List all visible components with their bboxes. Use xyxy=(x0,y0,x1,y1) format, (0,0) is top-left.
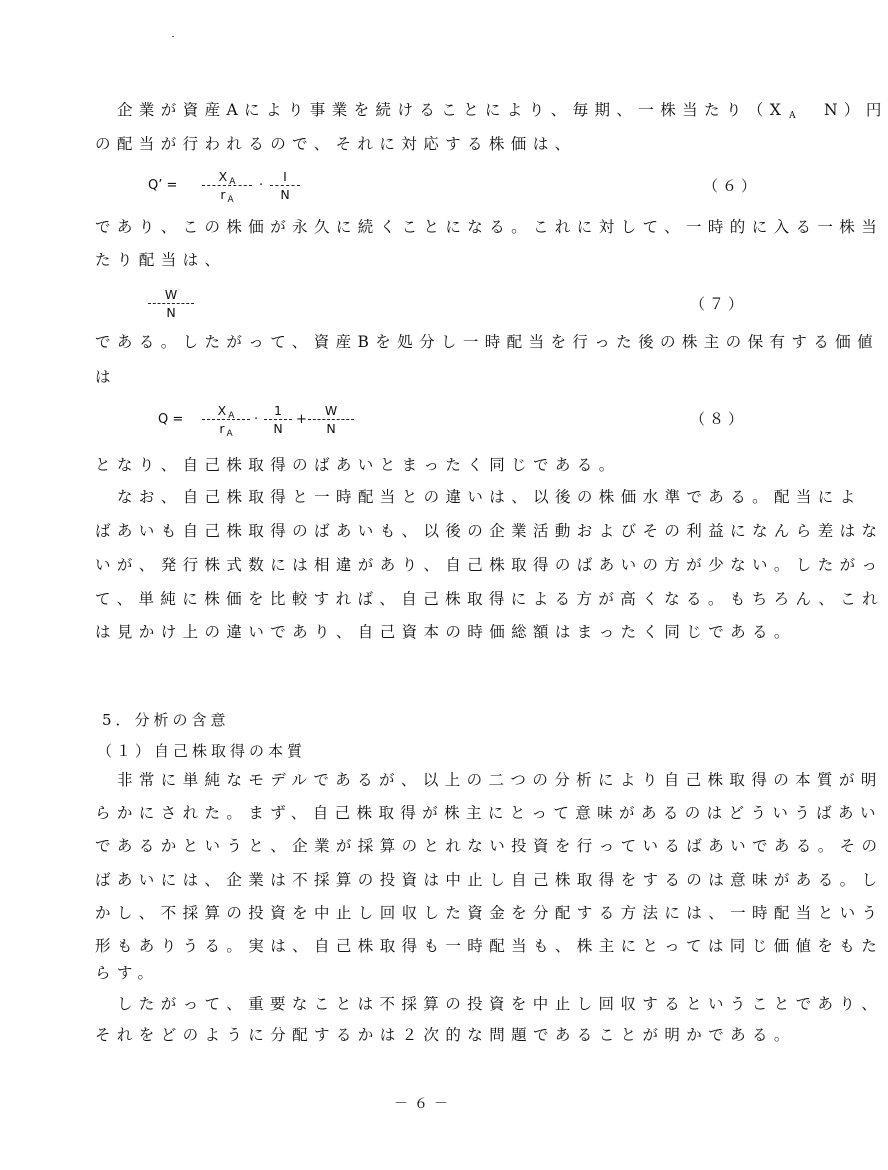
paragraph-line: は xyxy=(95,368,117,386)
scan-speck xyxy=(172,36,174,37)
paragraph-line: は見かけ上の違いであり、自己資本の時価総額はまったく同じである。 xyxy=(95,623,796,641)
equation-6-lhs: Q’ = xyxy=(148,178,178,193)
paragraph-line: それをどのように分配するかは２次的な問題であることが明かである。 xyxy=(95,1026,796,1044)
equation-6-fraction-1: X $_A$ r $_A$ xyxy=(202,168,252,203)
paragraph-line: ばあいには、企業は不採算の投資は中止し自己株取得をするのは意味がある。し xyxy=(95,871,884,889)
equation-6-fraction-2: I N xyxy=(270,168,300,203)
equation-7-number: （７） xyxy=(690,295,748,313)
equation-7-fraction: W N xyxy=(148,286,194,321)
paragraph-line: かし、不採算の投資を中止し回収した資金を分配する方法には、一時配当という xyxy=(95,904,884,922)
paragraph-line: であり、この株価が永久に続くことになる。これに対して、一時的に入る一株当 xyxy=(95,218,884,236)
paragraph-line: らす。 xyxy=(95,964,160,982)
paragraph-line: である。したがって、資産Bを処分し一時配当を行った後の株主の保有する価値 xyxy=(95,333,879,351)
paragraph-line: したがって、重要なことは不採算の投資を中止し回収するということであり、 xyxy=(117,995,884,1013)
paragraph-line: 企業が資産Aにより事業を続けることにより、毎期、一株当たり（X $_A$ N）円 xyxy=(117,101,888,121)
paragraph-line: の配当が行われるので、それに対応する株価は、 xyxy=(95,135,577,153)
paragraph-line: 形もありうる。実は、自己株取得も一時配当も、株主にとっては同じ価値をもた xyxy=(95,937,884,955)
paragraph-line: て、単純に株価を比較すれば、自己株取得による方が高くなる。もちろん、これ xyxy=(95,590,885,608)
page-number: －６－ xyxy=(394,1096,454,1112)
equation-8-fraction-3: W N xyxy=(308,402,354,437)
paragraph-line: であるかというと、企業が採算のとれない投資を行っているばあいである。その xyxy=(95,837,884,855)
equation-8-number: （８） xyxy=(690,410,748,428)
equation-6-operator: · xyxy=(259,178,264,193)
equation-8-operator-2: + xyxy=(296,412,307,427)
paragraph-line: たり配当は、 xyxy=(95,251,227,269)
subsection-heading: （１）自己株取得の本質 xyxy=(97,742,307,760)
section-heading: 5．分析の含意 xyxy=(102,711,230,729)
equation-6-number: （６） xyxy=(703,177,761,195)
equation-8-fraction-2: 1 N xyxy=(264,402,292,437)
paragraph-line: なお、自己株取得と一時配当との違いは、以後の株価水準である。配当によ xyxy=(117,488,862,506)
paragraph-line: いが、発行株式数には相違があり、自己株取得のばあいの方が少ない。したがっ xyxy=(95,556,884,574)
paragraph-line: となり、自己株取得のばあいとまったく同じである。 xyxy=(95,456,621,474)
equation-8-fraction-1: X $_A$ r $_A$ xyxy=(202,402,250,437)
paragraph-line: 非常に単純なモデルであるが、以上の二つの分析により自己株取得の本質が明 xyxy=(117,771,883,789)
paragraph-line: らかにされた。まず、自己株取得が株主にとって意味があるのはどういうばあい xyxy=(95,804,882,822)
equation-8-lhs: Q = xyxy=(158,412,184,427)
equation-8-operator-1: · xyxy=(254,412,259,427)
paragraph-line: ばあいも自己株取得のばあいも、以後の企業活動およびその利益になんら差はな xyxy=(95,522,884,540)
